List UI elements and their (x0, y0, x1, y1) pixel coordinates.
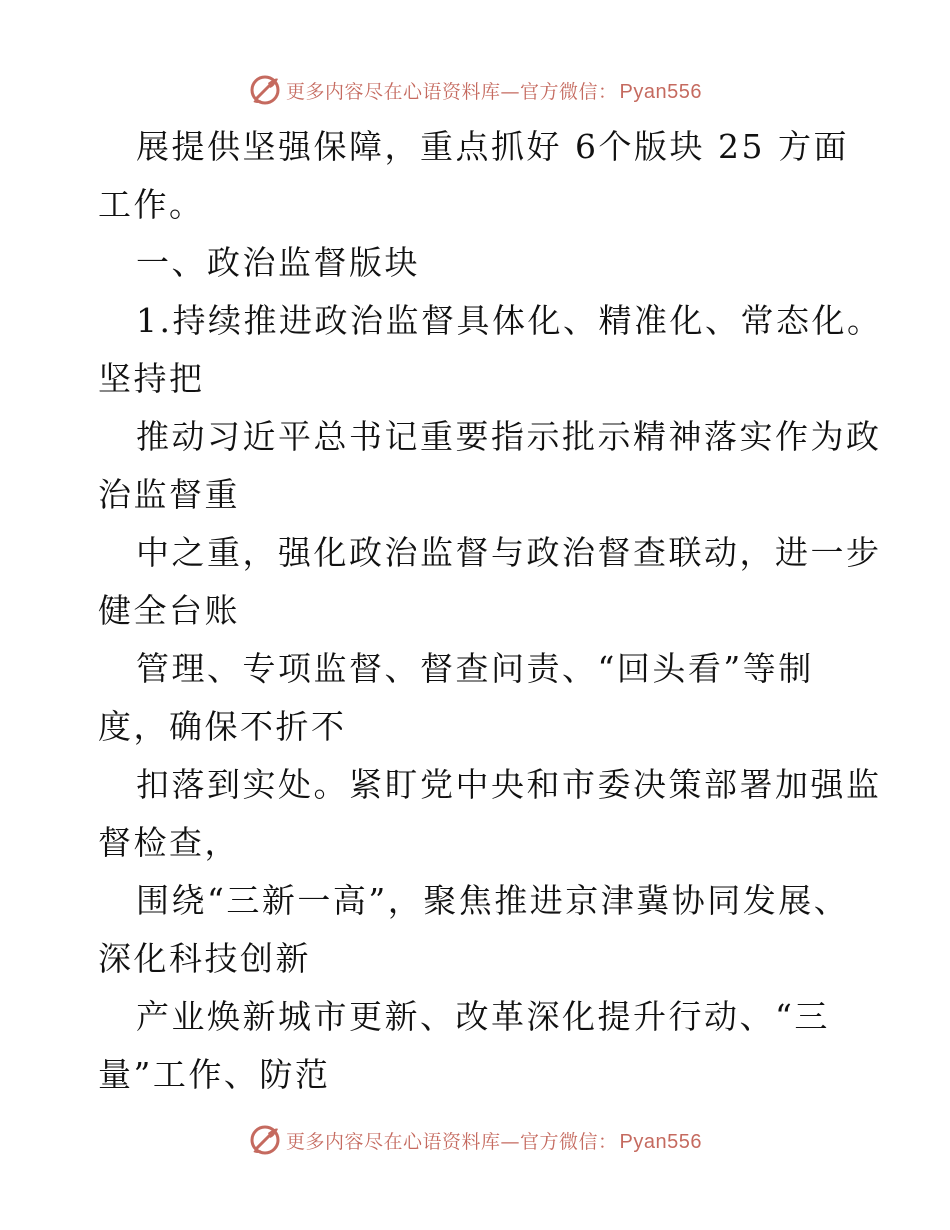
section-heading: 一、政治监督版块 (136, 243, 420, 282)
body-line: 督检查， (98, 823, 240, 862)
footer-banner (0, 1120, 950, 1160)
body-line: 中之重，强化政治监督与政治督查联动，进一步 (136, 533, 882, 572)
banner-wechat-id: Pyan556 (619, 80, 702, 103)
banner-wechat-id: Pyan556 (619, 1130, 702, 1153)
body-line: 推动习近平总书记重要指示批示精神落实作为政 (136, 417, 882, 456)
banner-text: 更多内容尽在心语资料库—官方微信： Pyan556 (286, 80, 702, 103)
document-body (98, 118, 883, 1104)
body-line: 1.持续推进政治监督具体化、精准化、常态化。 (136, 301, 883, 340)
banner-text: 更多内容尽在心语资料库—官方微信： Pyan556 (286, 1130, 702, 1153)
quill-logo-icon (248, 73, 282, 107)
body-line: 健全台账 (98, 591, 240, 630)
body-line: 治监督重 (98, 475, 240, 514)
body-line: 管理、专项监督、督查问责、“回头看”等制 (136, 649, 814, 688)
body-line: 量”工作、防范 (98, 1055, 331, 1094)
body-line: 展提供坚强保障，重点抓好 6个版块 25 方面 (136, 127, 849, 166)
quill-logo-icon (248, 1123, 282, 1157)
header-banner (0, 70, 950, 110)
body-line: 产业焕新城市更新、改革深化提升行动、“三 (136, 997, 830, 1036)
body-line: 深化科技创新 (98, 939, 311, 978)
body-line: 工作。 (98, 185, 205, 224)
body-line: 度，确保不折不 (98, 707, 347, 746)
body-line: 坚持把 (98, 359, 205, 398)
body-line: 围绕“三新一高”，聚焦推进京津冀协同发展、 (136, 881, 850, 920)
body-line: 扣落到实处。紧盯党中央和市委决策部署加强监 (136, 765, 882, 804)
